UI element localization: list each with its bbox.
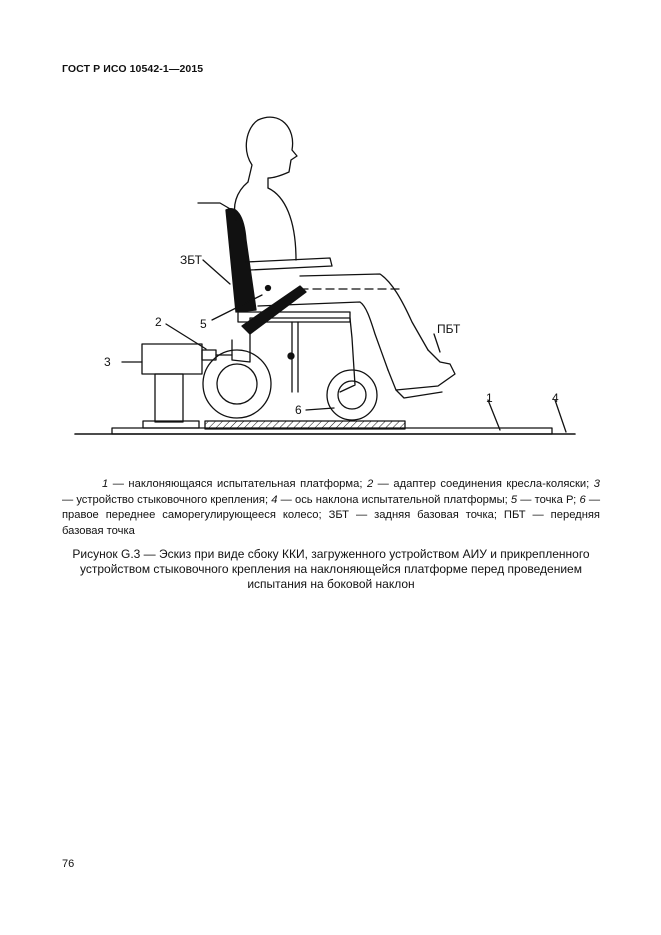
label-1: 1	[486, 391, 493, 405]
label-3: 3	[104, 355, 111, 369]
label-zbt: ЗБТ	[180, 253, 202, 267]
legend-num-1: 1	[102, 478, 109, 490]
legend-num-2: 2	[366, 478, 374, 490]
legend-num-3: 3	[593, 478, 600, 490]
legend-text-4: — ось наклона испытательной платформы;	[277, 493, 511, 506]
legend-text-6: — правое переднее саморегулирующееся колесо; ЗБТ — задняя базовая точка; ПБТ — передняя базовая точка	[62, 493, 601, 537]
label-pbt: ПБТ	[437, 322, 461, 336]
legend-num-5: 5	[510, 493, 518, 506]
legend-text-1: — наклоняющаяся испытательная платформа;	[108, 478, 367, 490]
figure-caption: Рисунок G.3 — Эскиз при виде сбоку ККИ, загруженного устройством АИУ и прикрепленного устройством стыковочного крепления на наклоняющейся платформе перед проведением испытания на боковой наклон	[72, 547, 590, 592]
legend-text-3: — устройство стыковочного крепления;	[62, 493, 272, 506]
legend-text-5: — точка Р;	[517, 493, 580, 506]
legend-num-6: 6	[579, 493, 586, 506]
label-6: 6	[295, 403, 302, 417]
legend-num-4: 4	[271, 493, 278, 506]
legend-text-2: — адаптер соединения кресла-коляски;	[373, 478, 594, 490]
label-2: 2	[155, 315, 162, 329]
figure-legend	[62, 477, 600, 539]
document-header: ГОСТ Р ИСО 10542-1—2015	[62, 63, 204, 75]
page-number: 76	[62, 858, 75, 870]
label-5: 5	[200, 317, 207, 331]
label-4: 4	[552, 391, 559, 405]
